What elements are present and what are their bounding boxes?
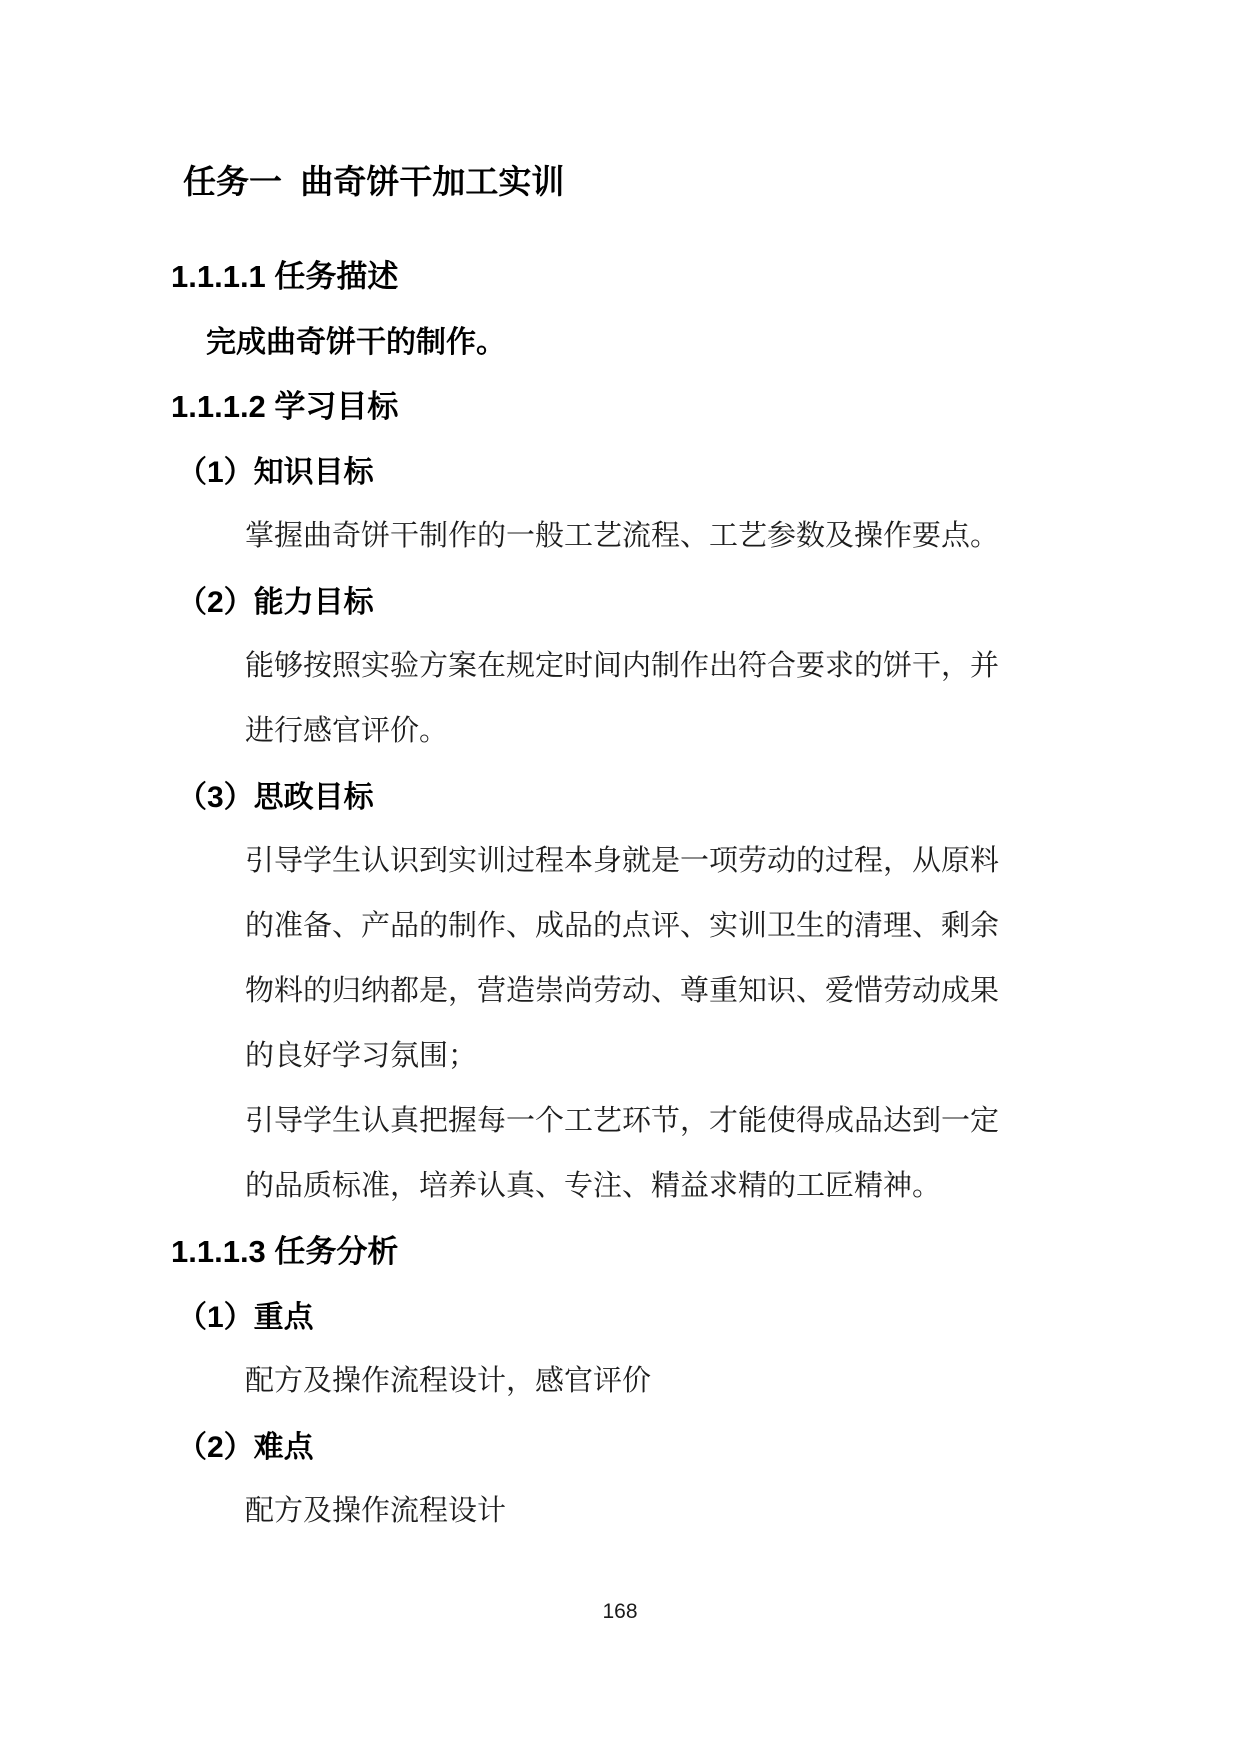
body-line: 配方及操作流程设计，感官评价	[245, 1365, 652, 1397]
page-footer	[0, 1600, 1240, 1624]
sub-heading: （2）难点	[177, 1430, 314, 1464]
sub-heading: （1）重点	[177, 1300, 314, 1334]
body-line: 的准备、产品的制作、成品的点评、实训卫生的清理、剩余	[245, 910, 1000, 942]
section-heading: 1.1.1.3 任务分析	[171, 1234, 399, 1269]
section-heading: 1.1.1.2 学习目标	[171, 389, 399, 424]
body-line: 物料的归纳都是，营造崇尚劳动、尊重知识、爱惜劳动成果	[245, 975, 1000, 1007]
sub-heading: （1）知识目标	[177, 455, 374, 489]
body-line: 的良好学习氛围；	[245, 1040, 478, 1072]
body-line: 的品质标准，培养认真、专注、精益求精的工匠精神。	[245, 1170, 942, 1202]
body-line: 掌握曲奇饼干制作的一般工艺流程、工艺参数及操作要点。	[245, 520, 1000, 552]
sub-heading: （3）思政目标	[177, 780, 374, 814]
body-line: 引导学生认真把握每一个工艺环节，才能使得成品达到一定	[245, 1105, 1000, 1137]
section-heading: 1.1.1.1 任务描述	[171, 259, 399, 294]
body-line: 引导学生认识到实训过程本身就是一项劳动的过程，从原料	[245, 845, 1000, 877]
body-line: 进行感官评价。	[245, 715, 449, 747]
sub-heading: （2）能力目标	[177, 585, 374, 619]
title-spacer	[0, 212, 1240, 241]
doc-title: 任务一 曲奇饼干加工实训	[183, 163, 565, 200]
bold-body-line: 完成曲奇饼干的制作。	[206, 325, 506, 359]
body-line: 能够按照实验方案在规定时间内制作出符合要求的饼干，并	[245, 650, 1000, 682]
page-number: 168	[602, 1600, 638, 1623]
body-line: 配方及操作流程设计	[245, 1495, 507, 1527]
